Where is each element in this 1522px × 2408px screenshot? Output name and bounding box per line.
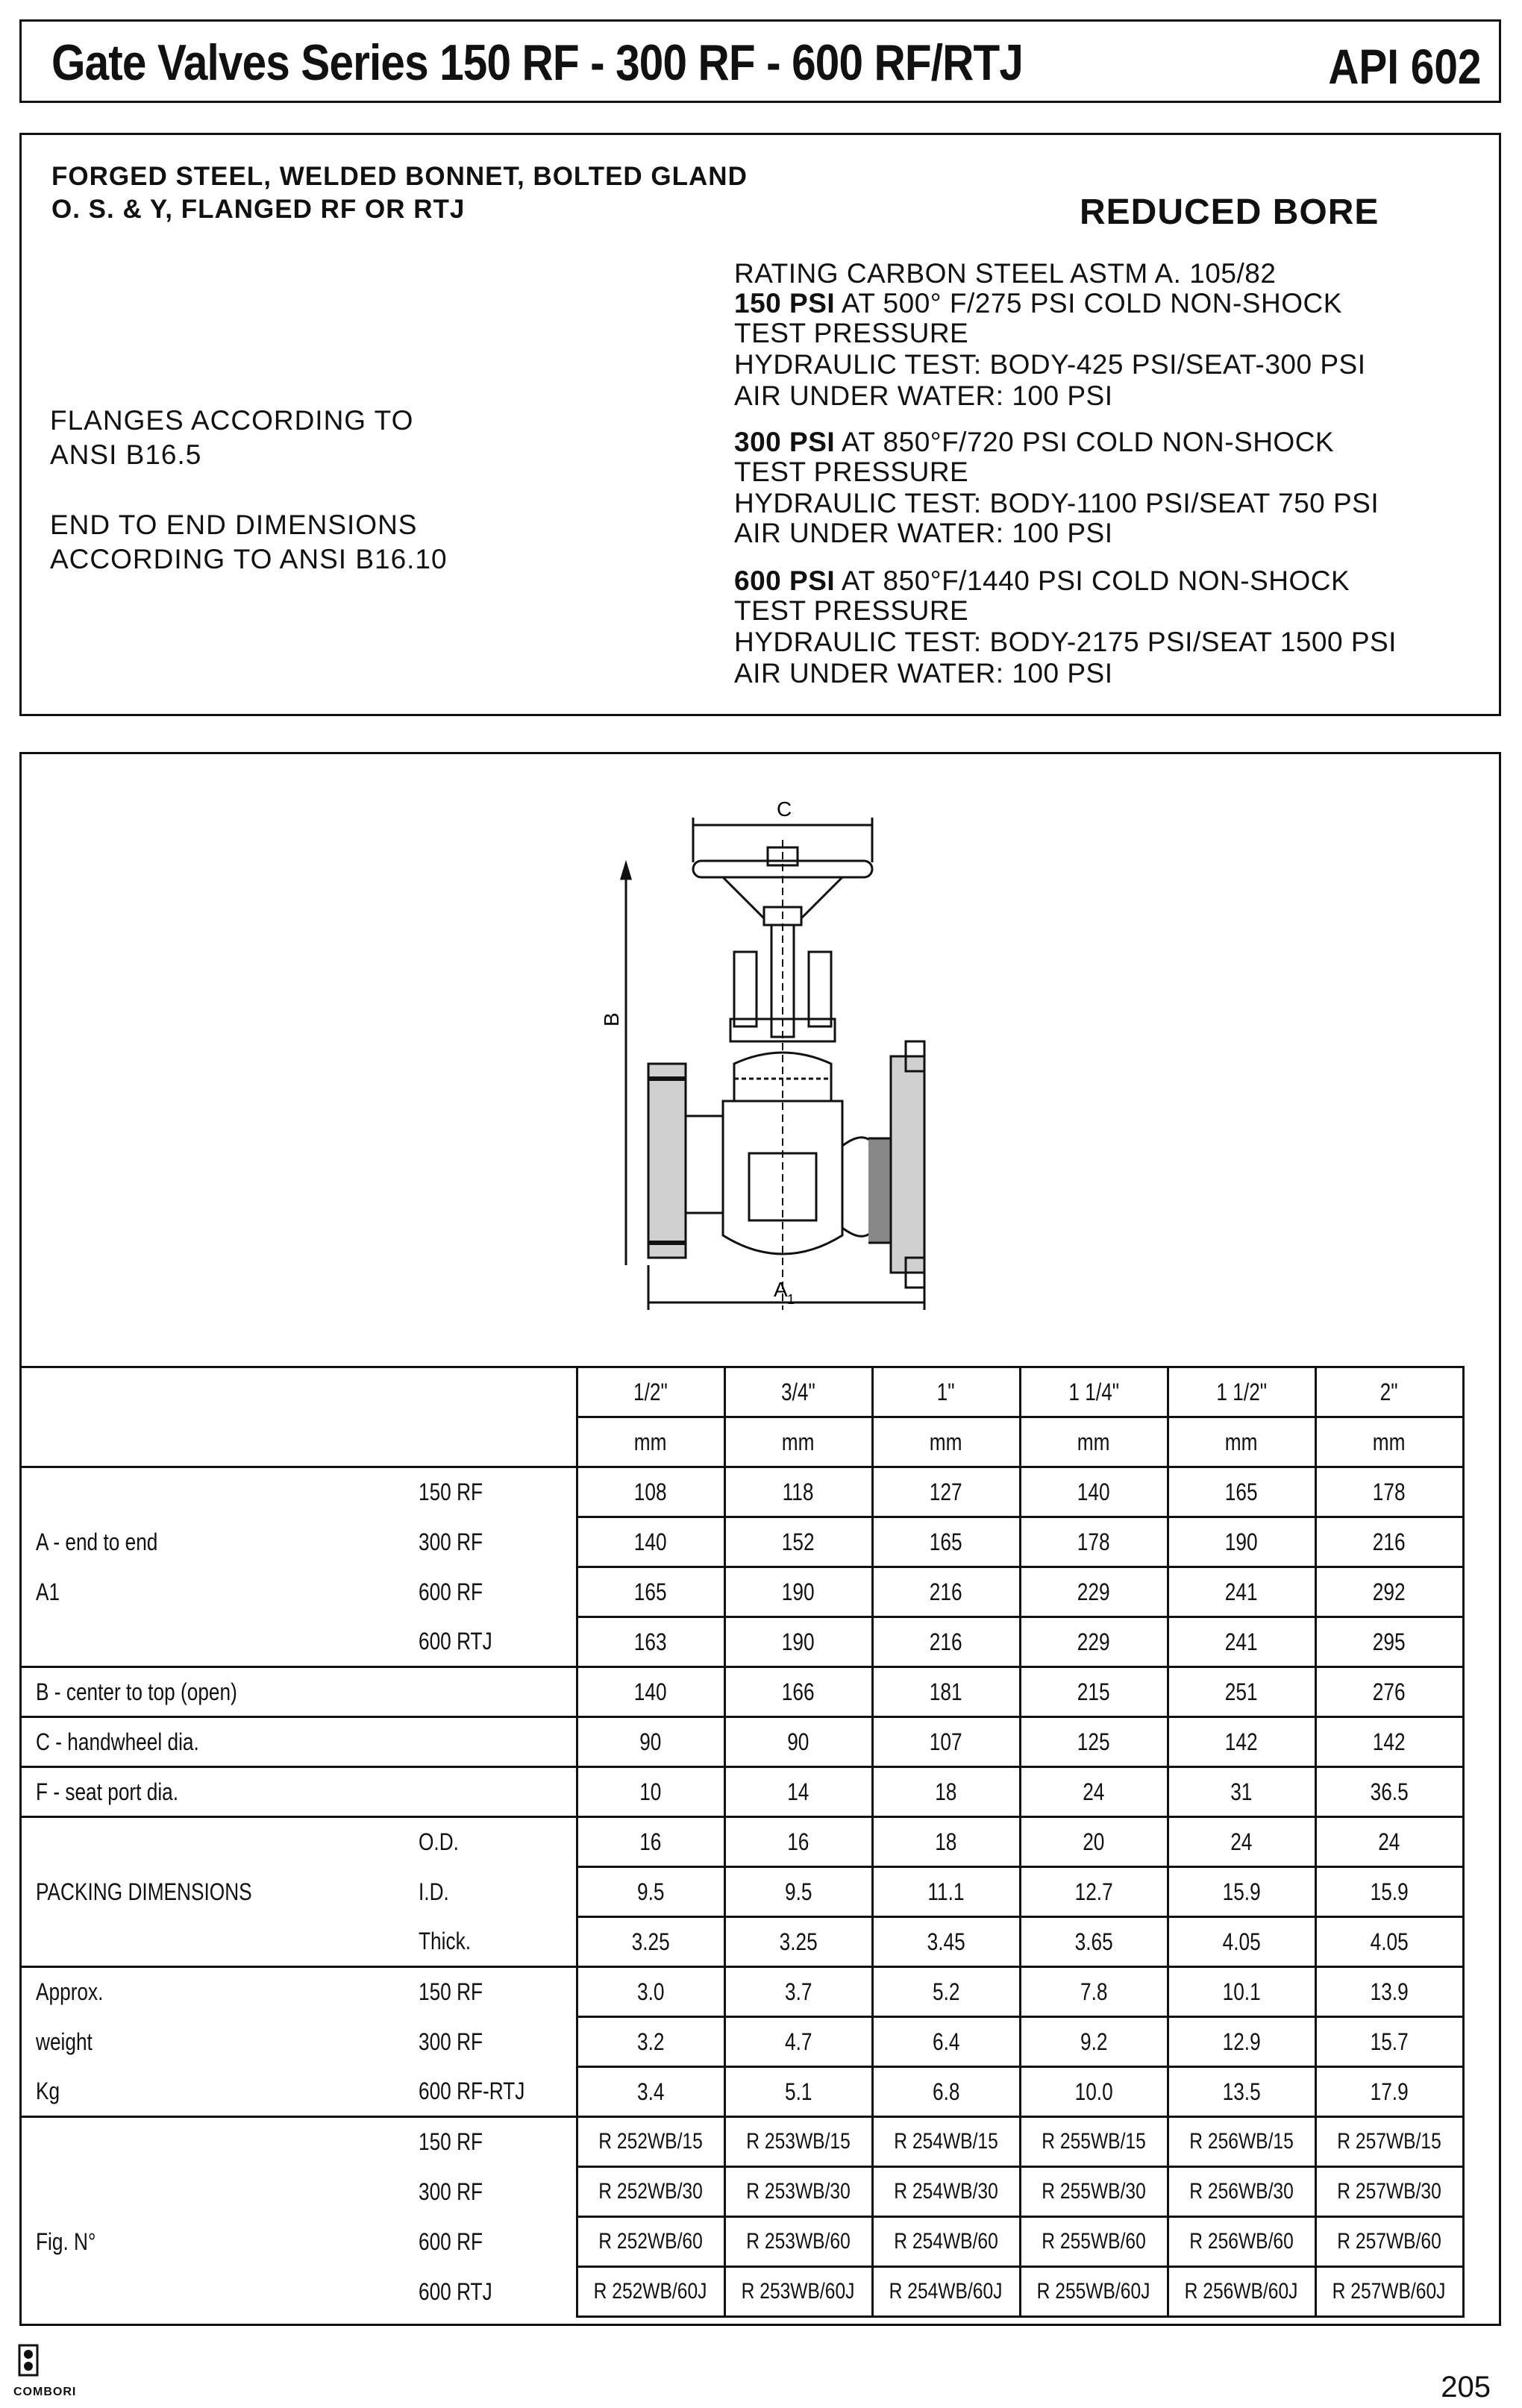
value-cell: 36.5 [1315,1767,1463,1817]
value-cell: 7.8 [1020,1967,1168,2017]
size-header: 1 1/2" [1168,1367,1315,1417]
sub-label: I.D. [419,1878,449,1905]
value-cell: 125 [1020,1717,1168,1767]
value-cell: 229 [1020,1617,1168,1667]
value-cell: 24 [1020,1767,1168,1817]
value-cell: R 257WB/60J [1315,2267,1463,2317]
value-cell: 3.0 [577,1967,724,2017]
construction-line-1: FORGED STEEL, WELDED BONNET, BOLTED GLAND [51,162,748,191]
row-label: F - seat port dia. [19,1767,419,1817]
table-row [19,1617,1463,1667]
value-cell: 13.9 [1315,1967,1463,2017]
value-cell: 152 [724,1517,872,1567]
value-cell: R 255WB/15 [1020,2117,1168,2167]
sub-label: 300 RF [419,1528,483,1555]
value-cell: 3.2 [577,2017,724,2067]
sub-label: Thick. [419,1927,471,1954]
value-cell: 9.5 [724,1867,872,1917]
ends-line-2: ACCORDING TO ANSI B16.10 [50,544,448,574]
value-cell: 3.45 [872,1917,1020,1967]
value-cell: R 256WB/60 [1168,2217,1315,2267]
value-cell: R 252WB/60J [577,2267,724,2317]
value-cell: 140 [577,1667,724,1717]
value-cell: 12.9 [1168,2017,1315,2067]
value-cell: R 252WB/60 [577,2217,724,2267]
flanges-line-1: FLANGES ACCORDING TO [50,405,414,436]
size-header: 1" [872,1367,1020,1417]
table-row [19,2217,1463,2267]
value-cell: 108 [577,1467,724,1517]
value-cell: R 256WB/15 [1168,2117,1315,2167]
value-cell: R 257WB/15 [1315,2117,1463,2167]
sub-label: 600 RF [419,2227,483,2255]
rating-150-air: AIR UNDER WATER: 100 PSI [734,380,1113,411]
size-header-row [19,1367,1463,1417]
value-cell: 16 [724,1817,872,1867]
value-cell: 241 [1168,1617,1315,1667]
value-cell: 15.7 [1315,2017,1463,2067]
drawing-and-table-panel [19,752,1501,2326]
logo-icon [13,2342,43,2384]
value-cell: 6.8 [872,2067,1020,2117]
value-cell: 15.9 [1315,1867,1463,1917]
rating-600-air: AIR UNDER WATER: 100 PSI [734,658,1113,689]
value-cell: 107 [872,1717,1020,1767]
value-cell: 24 [1168,1817,1315,1867]
row-label: A - end to end [36,1528,158,1555]
value-cell: 140 [577,1517,724,1567]
value-cell: 4.7 [724,2017,872,2067]
value-cell: 4.05 [1168,1917,1315,1967]
value-cell: R 256WB/30 [1168,2167,1315,2217]
value-cell: R 255WB/60 [1020,2217,1168,2267]
value-cell: 190 [724,1617,872,1667]
sub-label: 600 RF [419,1578,483,1605]
value-cell: 165 [577,1567,724,1617]
value-cell: 3.65 [1020,1917,1168,1967]
value-cell: 10.1 [1168,1967,1315,2017]
value-cell: R 256WB/60J [1168,2267,1315,2317]
value-cell: 15.9 [1168,1867,1315,1917]
value-cell: 90 [724,1717,872,1767]
sub-label: 150 RF [419,1467,577,1517]
gate-valve-drawing [600,795,954,1317]
value-cell: 18 [872,1767,1020,1817]
unit-cell: mm [577,1417,724,1467]
logo-text: COMBORI [13,2386,77,2398]
value-cell: R 257WB/30 [1315,2167,1463,2217]
value-cell: 127 [872,1467,1020,1517]
value-cell: R 253WB/30 [724,2167,872,2217]
rating-title: RATING CARBON STEEL ASTM A. 105/82 [734,258,1277,289]
value-cell: 229 [1020,1567,1168,1617]
unit-cell: mm [1315,1417,1463,1467]
size-header: 1/2" [577,1367,724,1417]
table-row [19,2067,1463,2117]
standard-label: API 602 [1327,39,1481,94]
table-row [19,2017,1463,2067]
company-logo [13,2342,103,2402]
value-cell: R 255WB/60J [1020,2267,1168,2317]
rating-150-test: TEST PRESSURE [734,318,969,348]
dimensions-table [19,1366,1465,2318]
size-header: 1 1/4" [1020,1367,1168,1417]
value-cell: R 254WB/60J [872,2267,1020,2317]
value-cell: 118 [724,1467,872,1517]
table-row [19,2167,1463,2217]
value-cell: 178 [1315,1467,1463,1517]
value-cell: 24 [1315,1817,1463,1867]
construction-line-2: O. S. & Y, FLANGED RF OR RTJ [51,195,466,224]
rating-300-air: AIR UNDER WATER: 100 PSI [734,518,1113,548]
value-cell: 3.4 [577,2067,724,2117]
page-number: 205 [1441,2371,1491,2404]
sub-label: 600 RTJ [419,2277,492,2305]
value-cell: 17.9 [1315,2067,1463,2117]
value-cell: 14 [724,1767,872,1817]
value-cell: 165 [872,1517,1020,1567]
value-cell: 4.05 [1315,1917,1463,1967]
row-label: Kg [36,2077,60,2104]
rating-600-hydro: HYDRAULIC TEST: BODY-2175 PSI/SEAT 1500 PSI [734,627,1397,657]
unit-cell: mm [724,1417,872,1467]
table-row [19,1467,1463,1517]
value-cell: 276 [1315,1667,1463,1717]
sub-label: 150 RF [419,1967,577,2017]
value-cell: R 252WB/15 [577,2117,724,2167]
unit-row [19,1417,1463,1467]
rating-600-line: 600 PSI AT 850°F/1440 PSI COLD NON-SHOCK [734,565,1350,596]
sub-label: 150 RF [419,2117,577,2167]
value-cell: 178 [1020,1517,1168,1567]
value-cell: 9.5 [577,1867,724,1917]
dimension-b-label: B [600,1012,623,1026]
value-cell: 216 [1315,1517,1463,1567]
table-row [19,1517,1463,1567]
title-bar [19,19,1501,103]
table-row [19,1817,1463,1867]
value-cell: 142 [1168,1717,1315,1767]
row-label: B - center to top (open) [19,1667,419,1717]
value-cell: 166 [724,1667,872,1717]
row-label: weight [36,2028,93,2055]
sub-label: 300 RF [419,2177,483,2205]
value-cell: 18 [872,1817,1020,1867]
table-row [19,1717,1463,1767]
table-row [19,1917,1463,1967]
value-cell: 3.7 [724,1967,872,2017]
dimension-c-label: C [777,797,792,821]
value-cell: 3.25 [724,1917,872,1967]
value-cell: 10.0 [1020,2067,1168,2117]
dimension-a1-label: 1 [787,1292,795,1307]
value-cell: 142 [1315,1717,1463,1767]
unit-cell: mm [1020,1417,1168,1467]
bore-label: REDUCED BORE [1080,192,1379,232]
value-cell: 3.25 [577,1917,724,1967]
flanges-line-2: ANSI B16.5 [50,439,202,470]
row-label: A1 [36,1578,60,1605]
value-cell: 13.5 [1168,2067,1315,2117]
sub-label: O.D. [419,1817,577,1867]
value-cell: R 255WB/30 [1020,2167,1168,2217]
value-cell: R 253WB/60 [724,2217,872,2267]
value-cell: R 254WB/15 [872,2117,1020,2167]
value-cell: 9.2 [1020,2017,1168,2067]
value-cell: 12.7 [1020,1867,1168,1917]
table-row [19,1967,1463,2017]
value-cell: R 253WB/15 [724,2117,872,2167]
value-cell: 90 [577,1717,724,1767]
unit-cell: mm [872,1417,1020,1467]
value-cell: 6.4 [872,2017,1020,2067]
table-row [19,1867,1463,1917]
value-cell: 165 [1168,1467,1315,1517]
row-label: Approx. [19,1967,419,2017]
value-cell: 140 [1020,1467,1168,1517]
value-cell: 11.1 [872,1867,1020,1917]
value-cell: 295 [1315,1617,1463,1667]
value-cell: 10 [577,1767,724,1817]
value-cell: 215 [1020,1667,1168,1717]
table-row [19,1767,1463,1817]
value-cell: 190 [724,1567,872,1617]
value-cell: R 253WB/60J [724,2267,872,2317]
value-cell: 292 [1315,1567,1463,1617]
table-row [19,1667,1463,1717]
value-cell: R 254WB/60 [872,2217,1020,2267]
value-cell: R 252WB/30 [577,2167,724,2217]
value-cell: 251 [1168,1667,1315,1717]
value-cell: 31 [1168,1767,1315,1817]
value-cell: 190 [1168,1517,1315,1567]
sub-label: 300 RF [419,2028,483,2055]
size-header: 3/4" [724,1367,872,1417]
table-row [19,2267,1463,2317]
value-cell: 216 [872,1617,1020,1667]
rating-300-test: TEST PRESSURE [734,457,969,487]
value-cell: 20 [1020,1817,1168,1867]
table-row [19,1567,1463,1617]
row-label: C - handwheel dia. [19,1717,419,1767]
row-label: Fig. N° [36,2227,96,2255]
unit-cell: mm [1168,1417,1315,1467]
value-cell: 16 [577,1817,724,1867]
value-cell: 216 [872,1567,1020,1617]
sub-label: 600 RF-RTJ [419,2077,525,2104]
value-cell: 5.2 [872,1967,1020,2017]
value-cell: 163 [577,1617,724,1667]
value-cell: 5.1 [724,2067,872,2117]
rating-300-hydro: HYDRAULIC TEST: BODY-1100 PSI/SEAT 750 PSI [734,488,1379,518]
rating-150-hydro: HYDRAULIC TEST: BODY-425 PSI/SEAT-300 PSI [734,349,1366,380]
value-cell: 181 [872,1667,1020,1717]
dimension-a-label: A [774,1278,788,1301]
value-cell: R 254WB/30 [872,2167,1020,2217]
rating-150-line: 150 PSI AT 500° F/275 PSI COLD NON-SHOCK [734,288,1342,319]
value-cell: R 257WB/60 [1315,2217,1463,2267]
specification-panel [19,133,1501,716]
sub-label: 600 RTJ [419,1627,492,1655]
table-row [19,2117,1463,2167]
rating-600-test: TEST PRESSURE [734,595,969,626]
row-label: PACKING DIMENSIONS [36,1878,252,1905]
rating-300-line: 300 PSI AT 850°F/720 PSI COLD NON-SHOCK [734,427,1335,457]
size-header: 2" [1315,1367,1463,1417]
page-title: Gate Valves Series 150 RF - 300 RF - 600 RF/RTJ [51,34,1024,91]
ends-line-1: END TO END DIMENSIONS [50,509,418,540]
value-cell: 241 [1168,1567,1315,1617]
